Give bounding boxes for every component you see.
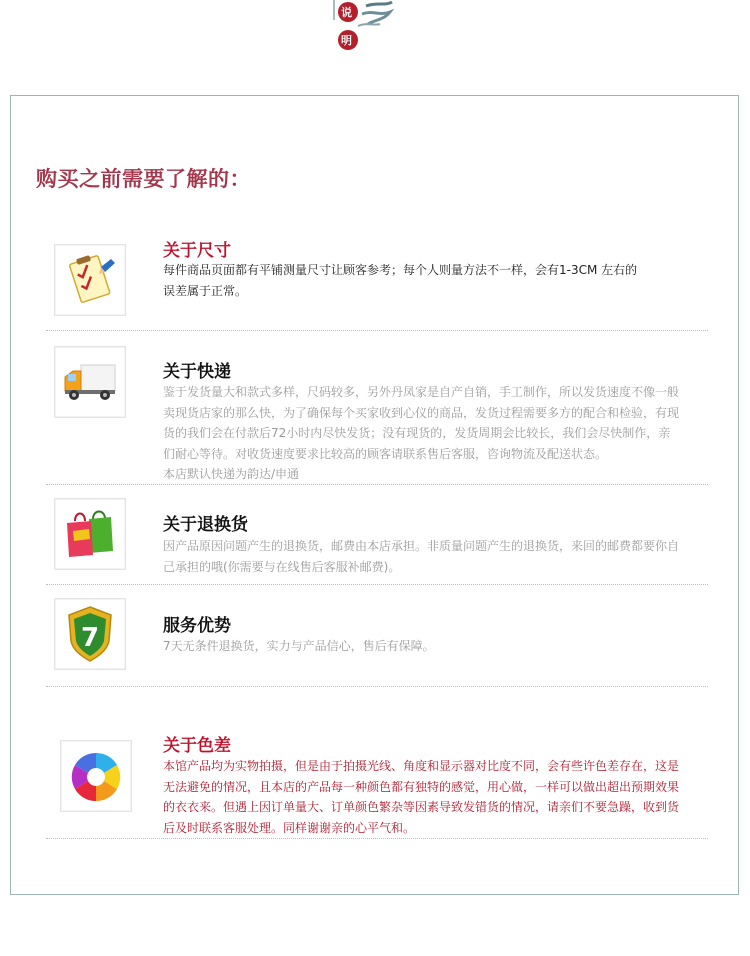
color-icon-box (60, 740, 132, 812)
divider (46, 330, 708, 331)
delivery-icon-box (54, 346, 126, 418)
section-desc-delivery (163, 382, 711, 485)
divider (46, 584, 708, 585)
notepad-pencil-icon (55, 245, 125, 315)
desc-line: 卖现货店家的那么快，为了确保每个买家收到心仪的商品，发货过程需要多方的配合和检验，有现 (163, 405, 680, 420)
section-desc-size (163, 260, 711, 301)
logo-char-2: 明 (341, 34, 352, 47)
desc-line: 的衣衣来。但遇上因订单量大、订单颜色繁杂等因素导致发错货的情况，请亲们不要急躁，收到货 (163, 800, 680, 814)
section-title-size: 关于尺寸 (163, 241, 231, 261)
desc-line: 每件商品页面都有平铺测量尺寸让顾客参考；每个人则量方法不一样，会有1-3CM 左右的 (163, 263, 638, 277)
size-icon-box (54, 244, 126, 316)
page-heading: 购买之前需要了解的： (36, 167, 251, 191)
section-desc-returns (163, 536, 711, 577)
section-desc-service (163, 636, 711, 657)
shopping-bags-icon (55, 499, 125, 569)
logo-char-1: 说 (341, 6, 352, 19)
divider (46, 686, 708, 687)
desc-line: 本店默认快递为韵达/申通 (163, 467, 300, 481)
section-desc-color (163, 756, 711, 838)
desc-line: 们耐心等待。对收货速度要求比较高的顾客请联系售后客服，咨询物流及配送状态。 (163, 446, 608, 461)
desc-line: 鉴于发货量大和款式多样，尺码较多，另外丹凤家是自产自销，手工制作，所以发货速度不像一般 (163, 385, 680, 399)
color-wheel-icon (61, 741, 131, 811)
desc-line: 本馆产品均为实物拍摄，但是由于拍摄光线、角度和显示器对比度不同，会有些许色差存在，这是 (163, 759, 680, 773)
section-title-service: 服务优势 (163, 616, 231, 636)
desc-line: 7天无条件退换货，实力与产品信心，售后有保障。 (163, 639, 435, 653)
section-title-color: 关于色差 (163, 736, 231, 756)
desc-line: 己承担的哦(你需要与在线售后客服补邮费)。 (163, 559, 401, 574)
desc-line: 误差属于正常。 (163, 283, 248, 298)
delivery-truck-icon (55, 347, 125, 417)
divider (46, 838, 708, 839)
returns-icon-box (54, 498, 126, 570)
desc-line: 因产品原因问题产生的退换货，邮费由本店承担。非质量问题产生的退换货，来回的邮费都要你自 (163, 539, 680, 553)
seven-day-shield-icon (55, 599, 125, 669)
desc-line: 后及时联系客服处理。同样谢谢亲的心平气和。 (163, 820, 416, 835)
desc-line: 无法避免的情况，且本店的产品每一种颜色都有独特的感觉，用心做，一样可以做出超出预期效果 (163, 779, 680, 794)
service-icon-box (54, 598, 126, 670)
explanation-logo (328, 0, 398, 56)
section-title-returns: 关于退换货 (163, 515, 248, 535)
divider (46, 484, 708, 485)
badge-seven: 7 (80, 623, 100, 653)
section-title-delivery: 关于快递 (163, 362, 231, 382)
desc-line: 货的我们会在付款后72小时内尽快发货；没有现货的，发货周期会比较长，我们会尽快制作，亲 (163, 426, 671, 440)
